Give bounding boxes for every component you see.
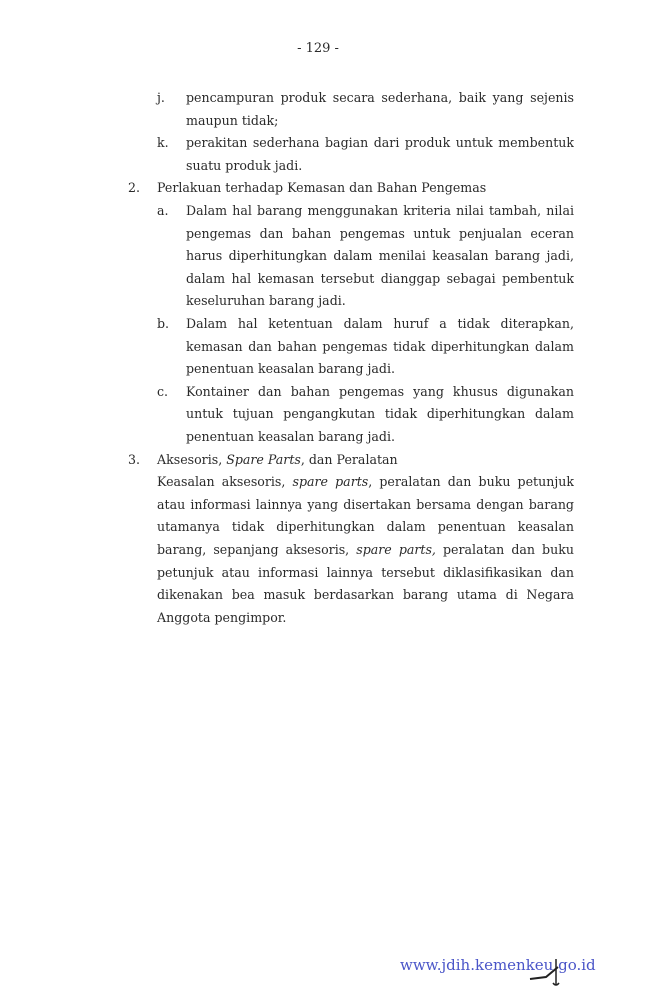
- text-line: [157, 608, 286, 628]
- signature-initial-icon: [528, 955, 568, 990]
- page-number: - 129 -: [297, 41, 339, 56]
- footer-url[interactable]: www.jdih.kemenkeu.go.id: [400, 956, 596, 974]
- text-line: [157, 585, 574, 605]
- text-line: [186, 359, 395, 379]
- section-heading: [157, 178, 486, 198]
- text-line: [186, 269, 574, 289]
- text-run: Dalam hal barang menggunakan kriteria nilai tambah, nilai: [186, 203, 574, 218]
- text-run: penentuan keasalan barang jadi.: [186, 361, 395, 377]
- text-line: [157, 495, 574, 515]
- text-line: [186, 404, 574, 424]
- text-run: Dalam hal ketentuan dalam huruf a tidak diterapkan,: [186, 316, 574, 331]
- text-run: pengemas dan bahan pengemas untuk penjualan eceran: [186, 225, 574, 241]
- text-line: [186, 111, 278, 131]
- text-run: pencampuran produk secara sederhana, baik yang sejenis: [186, 90, 574, 105]
- text-run: barang, sepanjang aksesoris,: [157, 542, 357, 557]
- text-run: utamanya tidak diperhitungkan dalam penentuan keasalan: [157, 519, 574, 535]
- text-run: suatu produk jadi.: [186, 157, 303, 173]
- text-run: Anggota pengimpor.: [157, 609, 287, 625]
- list-marker: j.: [157, 90, 165, 105]
- text-line: [186, 88, 574, 108]
- text-line: [186, 224, 574, 244]
- text-line: [186, 201, 574, 221]
- list-marker: c.: [157, 383, 169, 399]
- list-marker: b.: [157, 316, 170, 331]
- text-line: [186, 133, 574, 153]
- text-line: [186, 291, 346, 311]
- italic-term: spare parts: [292, 474, 369, 490]
- text-run: perakitan sederhana bagian dari produk untuk membentuk: [186, 135, 574, 151]
- text-run: Perlakuan terhadap Kemasan dan Bahan Pengemas: [157, 180, 487, 196]
- text-line: [157, 472, 574, 492]
- text-run: petunjuk atau informasi lainnya tersebut diklasifikasikan dan: [157, 564, 574, 580]
- text-run: dikenakan bea masuk berdasarkan barang utama di Negara: [157, 587, 574, 603]
- text-line: [186, 246, 574, 266]
- text-run: Keasalan aksesoris,: [157, 474, 293, 490]
- text-line: [186, 314, 574, 334]
- text-run: keseluruhan barang jadi.: [186, 293, 346, 309]
- text-run: , peralatan dan buku petunjuk: [368, 474, 574, 490]
- text-line: [186, 156, 302, 176]
- section-heading: [157, 450, 398, 470]
- italic-term: spare parts,: [356, 542, 436, 557]
- italic-term: Spare Parts: [226, 451, 301, 467]
- text-line: [157, 517, 574, 537]
- text-line: [186, 427, 395, 447]
- list-marker: k.: [157, 135, 169, 151]
- text-run: peralatan dan buku: [435, 542, 574, 557]
- text-run: , dan Peralatan: [300, 451, 398, 467]
- list-marker: a.: [157, 203, 169, 218]
- text-run: atau informasi lainnya yang disertakan bersama dengan barang: [157, 496, 574, 512]
- text-run: kemasan dan bahan pengemas tidak diperhitungkan dalam: [186, 338, 574, 354]
- text-run: Kontainer dan bahan pengemas yang khusus digunakan: [186, 383, 574, 399]
- text-line: [157, 563, 574, 583]
- text-run: Aksesoris,: [157, 451, 227, 467]
- list-marker: 3.: [128, 451, 141, 467]
- text-line: [186, 337, 574, 357]
- text-run: penentuan keasalan barang jadi.: [186, 429, 395, 444]
- text-line: [186, 382, 574, 402]
- list-marker: 2.: [128, 180, 141, 196]
- text-run: maupun tidak;: [186, 112, 279, 128]
- text-run: untuk tujuan pengangkutan tidak diperhitungkan dalam: [186, 406, 574, 422]
- text-run: harus diperhitungkan dalam menilai keasalan barang jadi,: [186, 248, 574, 264]
- text-run: dalam hal kemasan tersebut dianggap sebagai pembentuk: [186, 270, 574, 286]
- text-line: [157, 540, 574, 560]
